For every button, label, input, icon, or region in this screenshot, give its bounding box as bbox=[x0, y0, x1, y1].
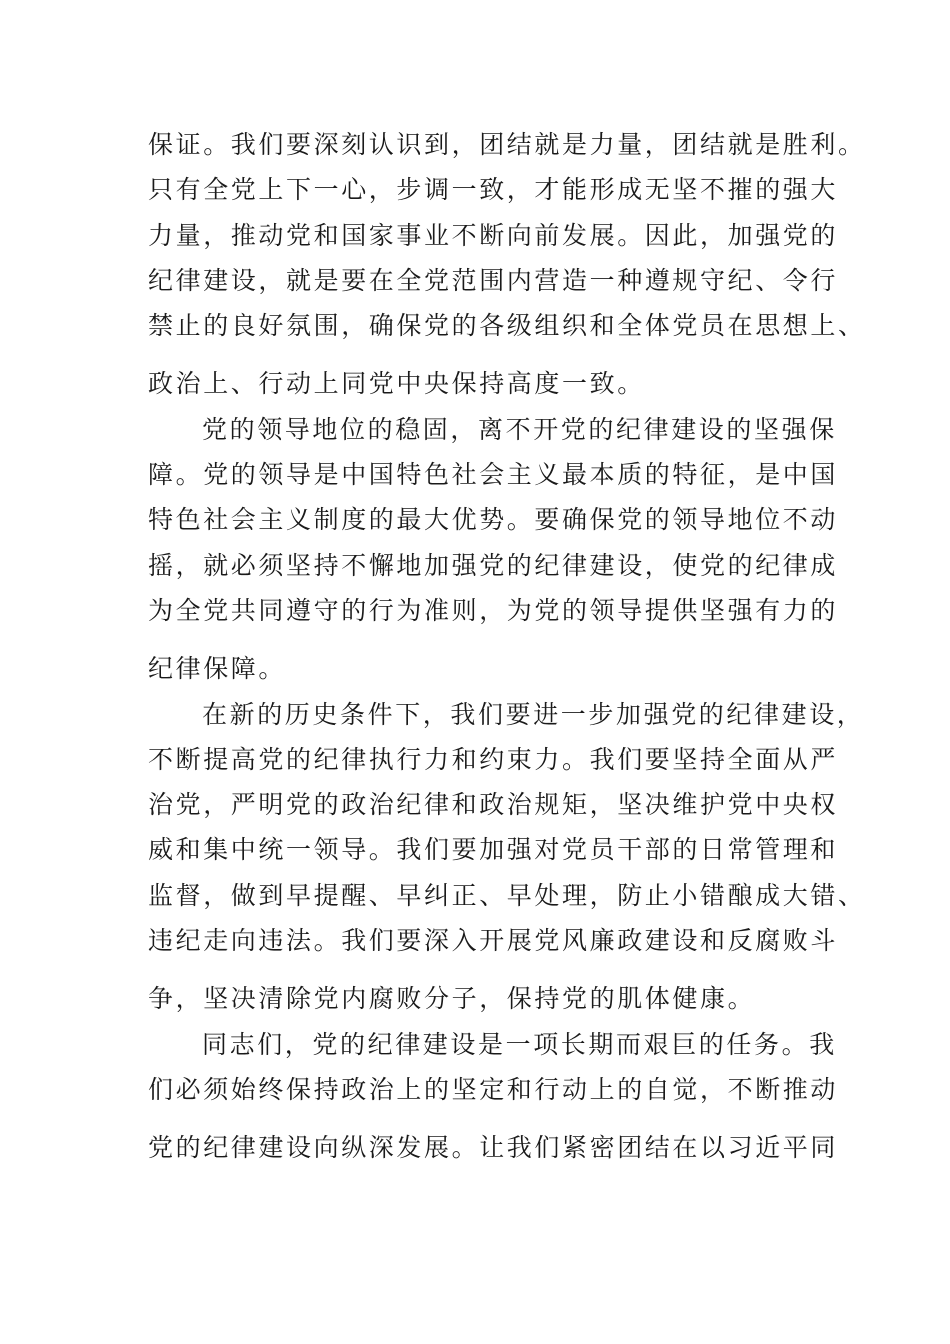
paragraph-4 bbox=[148, 1022, 839, 1171]
paragraph-3-line-3: 治党，严明党的政治纪律和政治规矩，坚决维护党中央权 bbox=[148, 790, 839, 820]
paragraph-1-line-2: 只有全党上下一心，步调一致，才能形成无坚不摧的强大 bbox=[148, 175, 839, 205]
paragraph-2-line-4: 摇，就必须坚持不懈地加强党的纪律建设，使党的纪律成 bbox=[148, 550, 839, 580]
paragraph-4-line-2: 们必须始终保持政治上的坚定和行动上的自觉，不断推动 bbox=[148, 1074, 839, 1104]
paragraph-1-line-1: 保证。我们要深刻认识到，团结就是力量，团结就是胜利。 bbox=[148, 130, 866, 159]
paragraph-2-line-1: 党的领导地位的稳固，离不开党的纪律建设的坚强保 bbox=[202, 414, 837, 444]
paragraph-3-line-6: 违纪走向违法。我们要深入开展党风廉政建设和反腐败斗 bbox=[148, 926, 839, 956]
paragraph-2-line-2: 障。党的领导是中国特色社会主义最本质的特征，是中国 bbox=[148, 460, 839, 490]
paragraph-3-line-5: 监督，做到早提醒、早纠正、早处理，防止小错酿成大错、 bbox=[148, 880, 866, 910]
paragraph-2 bbox=[148, 407, 839, 692]
paragraph-4-line-1: 同志们，党的纪律建设是一项长期而艰巨的任务。我 bbox=[202, 1029, 837, 1059]
paragraph-1 bbox=[148, 122, 866, 407]
paragraph-1-line-5: 禁止的良好氛围，确保党的各级组织和全体党员在思想上、 bbox=[148, 311, 866, 341]
document-body bbox=[148, 122, 866, 1171]
paragraph-3-line-4: 威和集中统一领导。我们要加强对党员干部的日常管理和 bbox=[148, 835, 839, 865]
paragraph-3-line-1: 在新的历史条件下，我们要进一步加强党的纪律建设， bbox=[202, 699, 865, 729]
paragraph-1-line-6: 政治上、行动上同党中央保持高度一致。 bbox=[148, 369, 645, 399]
paragraph-1-line-3: 力量，推动党和国家事业不断向前发展。因此，加强党的 bbox=[148, 220, 839, 250]
paragraph-3-line-2: 不断提高党的纪律执行力和约束力。我们要坚持全面从严 bbox=[148, 744, 839, 774]
paragraph-3 bbox=[148, 692, 866, 1022]
paragraph-3-line-7: 争，坚决清除党内腐败分子，保持党的肌体健康。 bbox=[148, 984, 756, 1014]
paragraph-1-line-4: 纪律建设，就是要在全党范围内营造一种遵规守纪、令行 bbox=[148, 265, 839, 295]
paragraph-2-line-3: 特色社会主义制度的最大优势。要确保党的领导地位不动 bbox=[148, 505, 839, 535]
paragraph-2-line-6: 纪律保障。 bbox=[148, 654, 287, 684]
paragraph-4-line-3: 党的纪律建设向纵深发展。让我们紧密团结在以习近平同 bbox=[148, 1133, 839, 1163]
paragraph-2-line-5: 为全党共同遵守的行为准则，为党的领导提供坚强有力的 bbox=[148, 595, 839, 625]
